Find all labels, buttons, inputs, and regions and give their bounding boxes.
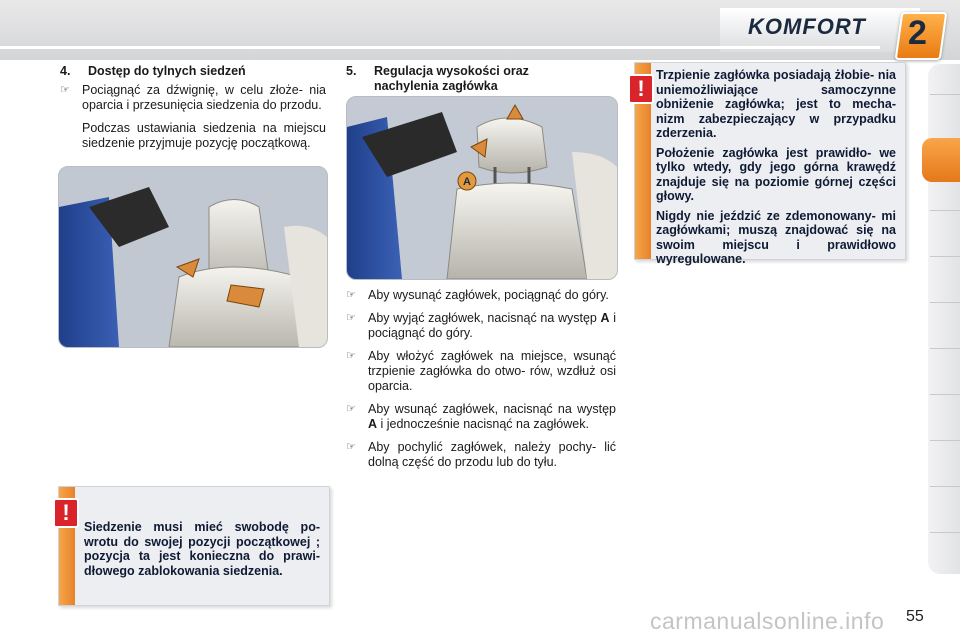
list-item: ☞ Aby wysunąć zagłówek, pociągnąć do góry. xyxy=(346,288,609,302)
warning-icon: ! xyxy=(53,498,79,528)
warning-paragraph-2: Położenie zagłówka jest prawidło- we tylko wtedy, gdy jego górna krawędź znajduje się na poziomie górnej części głowy. xyxy=(656,145,896,203)
section-5-title-line2: nachylenia zagłówka xyxy=(374,79,498,93)
page-title: KOMFORT xyxy=(748,14,866,39)
header-divider xyxy=(0,46,880,49)
pointing-hand-icon: ☞ xyxy=(346,350,356,362)
seat-access-drawing xyxy=(59,167,327,347)
watermark: carmanualsonline.info xyxy=(650,608,885,634)
list-item: ☞ Aby pochylić zagłówek, należy pochy- lić dolną część do przodu lub do tyłu. xyxy=(346,440,616,469)
pointing-hand-icon: ☞ xyxy=(346,312,356,324)
section-4-number: 4. xyxy=(60,64,71,78)
headrest-label-a: A xyxy=(463,176,471,188)
chapter-tab-divider xyxy=(930,394,960,395)
warning-paragraph-3: Nigdy nie jeździć ze zdemonowany- mi zagłówkami; muszą znajdować się na swoim miejscu i prawidłowo wyregulowane. xyxy=(656,208,896,266)
section-4-paragraph: Podczas ustawiania siedzenia na miejscu siedzenie przyjmuje pozycję początkową. xyxy=(82,121,326,150)
seat-access-illustration xyxy=(58,166,328,348)
list-item: ☞ Aby wsunąć zagłówek, nacisnąć na występ A i jednocześnie nacisnąć na zagłówek. xyxy=(346,402,616,431)
page-number: 55 xyxy=(906,608,924,625)
warning-icon: ! xyxy=(628,74,654,104)
section-4-bullet-text: Pociągnąć za dźwignię, w celu złoże- nia oparcia i przesunięcia siedzenia do przodu. xyxy=(82,83,326,112)
section-4-heading xyxy=(60,64,326,79)
chapter-tab-divider xyxy=(930,486,960,487)
section-5-number: 5. xyxy=(346,64,357,78)
chapter-tab-divider xyxy=(930,210,960,211)
chapter-tab-divider xyxy=(930,302,960,303)
chapter-number: 2 xyxy=(908,14,927,52)
section-5-title-line1: Regulacja wysokości oraz xyxy=(374,64,529,78)
list-item: ☞ Aby włożyć zagłówek na miejsce, wsunąć trzpienie zagłówka do otwo- rów, wzdłuż osi oparcia. xyxy=(346,349,616,393)
section-4 xyxy=(60,64,326,151)
section-4-bullet xyxy=(60,83,326,113)
pointing-hand-icon: ☞ xyxy=(346,289,356,301)
pointing-hand-icon: ☞ xyxy=(346,441,356,453)
headrest-illustration xyxy=(346,96,618,280)
pointing-hand-icon: ☞ xyxy=(60,84,70,96)
pointing-hand-icon: ☞ xyxy=(346,403,356,415)
chapter-tab-active[interactable] xyxy=(922,138,960,182)
list-item: ☞ Aby wyjąć zagłówek, nacisnąć na występ A i pociągnąć do góry. xyxy=(346,311,616,340)
section-5-heading xyxy=(346,64,616,94)
chapter-tab-divider xyxy=(930,532,960,533)
section-4-title: Dostęp do tylnych siedzeń xyxy=(88,64,246,78)
chapter-tab-divider xyxy=(930,256,960,257)
warning-text-seat-return: Siedzenie musi mieć swobodę po- wrotu do swojej pozycji początkowej ; pozycja ta jest konieczna do prawi- dłowego zablokowania siedzenia. xyxy=(84,520,320,578)
headrest-drawing xyxy=(347,97,617,279)
warning-paragraph-1: Trzpienie zagłówka posiadają żłobie- nia uniemożliwiające samoczynne obniżenie zagłówka; jest to mecha- nizm zabezpieczający w przypadku zderzenia. xyxy=(656,68,896,140)
section-5 xyxy=(346,64,616,94)
chapter-tab-divider xyxy=(930,94,960,95)
chapter-tab-divider xyxy=(930,348,960,349)
chapter-tab-divider xyxy=(930,440,960,441)
section-5-bullets xyxy=(346,284,616,470)
warning-text-headrest xyxy=(656,68,896,267)
